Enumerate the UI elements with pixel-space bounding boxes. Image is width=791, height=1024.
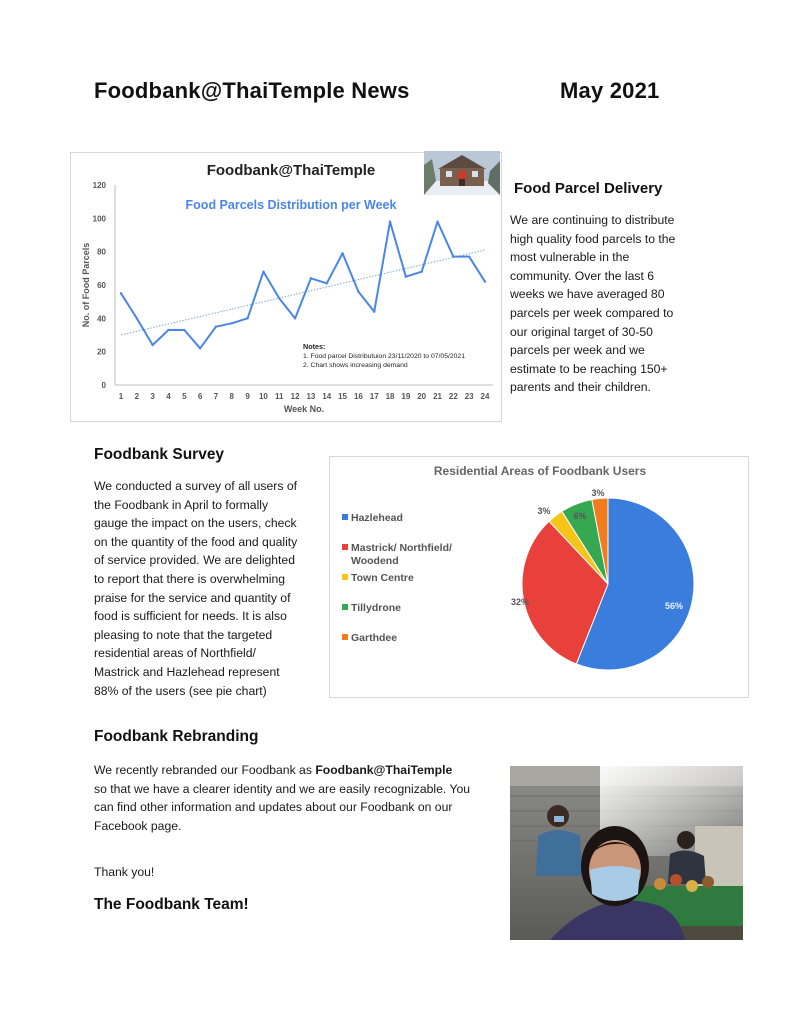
data-point	[278, 297, 280, 299]
x-tick-label: 5	[182, 392, 187, 401]
y-tick-label: 60	[97, 281, 106, 290]
legend-label: Tillydrone	[351, 602, 401, 614]
data-point	[262, 270, 264, 272]
x-tick-label: 17	[369, 392, 379, 401]
survey-line: We conducted a survey of all users of	[94, 479, 298, 493]
pie-value-label: 3%	[537, 506, 551, 516]
data-point	[120, 292, 122, 294]
signoff-text: The Foodbank Team!	[94, 896, 249, 913]
pie-value-label: 32%	[510, 597, 530, 607]
survey-line: the Foodbank in April to formally	[94, 497, 269, 512]
data-point	[199, 347, 201, 349]
legend-label: Woodend	[351, 555, 399, 567]
data-point	[341, 252, 343, 254]
x-tick-label: 2	[134, 392, 140, 401]
x-tick-label: 23	[464, 392, 474, 401]
delivery-text	[510, 211, 675, 397]
rebranding-bold-name: Foodbank@ThaiTemple	[315, 763, 453, 777]
x-tick-label: 16	[353, 392, 363, 401]
x-tick-label: 7	[213, 392, 219, 401]
survey-line: on the quantity of the food and quality	[94, 534, 298, 549]
legend-label: Hazlehead	[351, 512, 403, 524]
x-tick-label: 8	[229, 392, 235, 401]
data-point	[326, 282, 328, 284]
newsletter-date: May 2021	[560, 78, 660, 103]
data-point	[373, 310, 375, 312]
y-axis-title: No. of Food Parcels	[81, 242, 91, 328]
data-point	[294, 317, 296, 319]
delivery-line: We are continuing to distribute	[510, 213, 675, 227]
legend-label: Town Centre	[351, 572, 414, 584]
survey-line: praise for the service and quantity of	[94, 590, 291, 605]
chart-title: Food Parcels Distribution per Week	[185, 198, 397, 212]
survey-line: gauge the impact on the users, check	[94, 516, 297, 531]
delivery-line: most vulnerable in the	[510, 250, 630, 265]
survey-line: of service provided. We are delighted	[94, 553, 295, 568]
rebranding-line: Facebook page.	[94, 818, 182, 833]
data-point	[183, 329, 185, 331]
chart-note: 1. Food parcel Distributuion 23/11/2020 to 07/05/2021	[303, 353, 465, 360]
delivery-line: parcels per week and we	[510, 343, 645, 358]
y-tick-label: 120	[92, 181, 106, 190]
data-point	[405, 275, 407, 277]
data-point	[389, 220, 391, 222]
rebranding-line	[94, 761, 470, 780]
x-tick-label: 9	[245, 392, 250, 401]
pie-value-label: 6%	[573, 511, 587, 521]
legend-swatch	[342, 514, 348, 520]
data-point	[215, 325, 217, 327]
chart-banner: Foodbank@ThaiTemple	[206, 162, 376, 179]
survey-line: to report that there is overwhelming	[94, 571, 286, 586]
y-tick-label: 80	[97, 247, 106, 257]
x-tick-label: 12	[290, 392, 300, 401]
survey-text	[94, 477, 297, 700]
x-tick-label: 1	[118, 392, 124, 401]
x-tick-label: 21	[433, 392, 442, 401]
data-point	[151, 344, 153, 346]
chart-note: 2. Chart shows increasing demand	[303, 362, 408, 369]
survey-line: residential areas of Northfield/	[94, 646, 256, 661]
data-point	[468, 255, 470, 257]
pie-value-label: 56%	[664, 601, 684, 611]
pie-chart-card	[329, 456, 749, 698]
x-tick-label: 18	[385, 392, 395, 401]
delivery-line: our original target of 30-50	[510, 324, 653, 339]
newsletter-title: Foodbank@ThaiTemple News	[94, 78, 410, 103]
data-point	[246, 317, 248, 319]
x-tick-label: 22	[448, 392, 458, 401]
data-point	[231, 322, 233, 324]
delivery-line: community. Over the last 6	[510, 268, 655, 283]
data-point	[357, 290, 359, 292]
x-tick-label: 13	[306, 392, 316, 401]
survey-line: 88% of the users (see pie chart)	[94, 683, 267, 698]
survey-line: pleasing to note that the targeted	[94, 627, 273, 642]
legend-label: Mastrick/ Northfield/	[351, 542, 452, 554]
data-point	[452, 255, 454, 257]
volunteers-photo	[510, 766, 743, 940]
survey-line: food is sufficient for needs. It is also	[94, 609, 287, 624]
legend-swatch	[342, 574, 348, 580]
y-tick-label: 20	[97, 347, 106, 357]
y-tick-label: 100	[92, 214, 106, 224]
data-point	[136, 317, 138, 319]
data-point	[420, 270, 422, 272]
x-tick-label: 20	[417, 392, 427, 401]
rebranding-title: Foodbank Rebranding	[94, 728, 259, 745]
rebranding-line-start: We recently rebranded our Foodbank as	[94, 763, 316, 777]
rebranding-line: can find other information and updates about our Foodbank on our	[94, 800, 453, 815]
y-tick-label: 0	[101, 381, 106, 390]
x-axis-title: Week No.	[283, 404, 325, 414]
legend-swatch	[342, 604, 348, 610]
delivery-line: weeks we have averaged 80	[510, 287, 665, 302]
x-tick-label: 19	[401, 392, 411, 401]
y-tick-label: 40	[97, 314, 106, 324]
x-tick-label: 24	[480, 392, 490, 401]
temple-photo	[424, 151, 500, 195]
delivery-line: parcels per week compared to	[510, 305, 674, 320]
thanks-text: Thank you!	[94, 865, 155, 879]
delivery-title: Food Parcel Delivery	[514, 180, 663, 197]
x-tick-label: 11	[275, 392, 284, 401]
x-tick-label: 14	[322, 392, 332, 401]
pie-title: Residential Areas of Foodbank Users	[433, 464, 647, 478]
x-tick-label: 15	[338, 392, 348, 401]
x-tick-label: 6	[197, 392, 203, 401]
pie-chart	[330, 457, 748, 697]
delivery-line: high quality food parcels to the	[510, 231, 676, 246]
survey-line: Mastrick and Hazlehead represent	[94, 664, 280, 679]
legend-swatch	[342, 544, 348, 550]
delivery-line: parents and their children.	[510, 380, 651, 395]
data-point	[436, 220, 438, 222]
data-point	[310, 277, 312, 279]
legend-label: Garthdee	[351, 632, 398, 644]
survey-title: Foodbank Survey	[94, 446, 225, 463]
x-tick-label: 3	[150, 392, 155, 401]
rebranding-text	[94, 761, 470, 835]
data-point	[484, 280, 486, 282]
x-tick-label: 4	[166, 392, 171, 401]
pie-value-label: 3%	[591, 488, 605, 498]
x-tick-label: 10	[258, 392, 268, 401]
delivery-line: estimate to be reaching 150+	[510, 361, 668, 376]
trendline	[121, 250, 485, 335]
data-point	[167, 329, 169, 331]
rebranding-line: so that we have a clearer identity and we are easily recognizable. You	[94, 781, 471, 796]
chart-note: Notes:	[303, 342, 326, 351]
legend-swatch	[342, 634, 348, 640]
series-line	[121, 222, 485, 349]
